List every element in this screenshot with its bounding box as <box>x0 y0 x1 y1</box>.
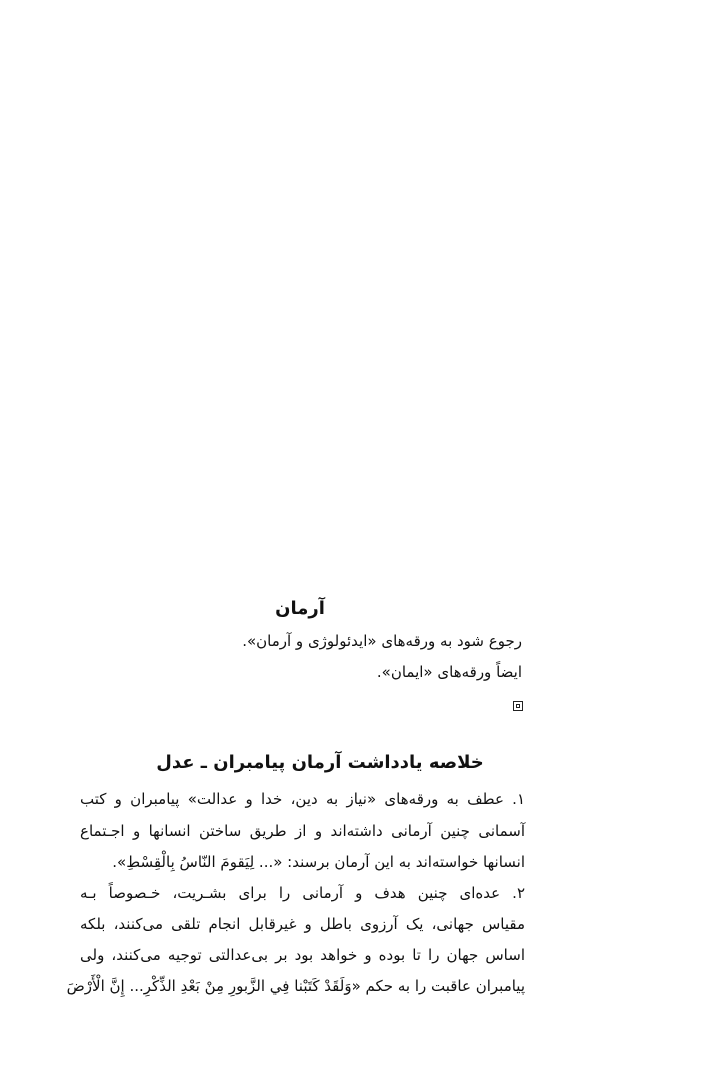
paragraph-line: ۲. عده‌ای چنین هدف و آرمانی را برای بشـریت، خـصوصاً بـه <box>80 884 525 902</box>
section-separator-icon <box>513 701 523 711</box>
section-heading: خلاصه یادداشت آرمان پیامبران ـ عدل <box>156 752 484 773</box>
paragraph-line: آسمانی چنین آرمانی داشته‌اند و از طریق ساختن انسانها و اجـتماع <box>80 822 525 840</box>
paragraph-line: مقیاس جهانی، یک آرزوی باطل و غیرقابل انجام تلقی می‌کنند، بلکه <box>80 915 525 933</box>
paragraph-line: انسانها خواسته‌اند به این آرمان برسند: «... لِيَقومَ النّاسُ بِالْقِسْطِ». <box>112 853 525 871</box>
entry-reference-line: رجوع شود به ورقه‌های «ایدئولوژی و آرمان». <box>242 632 522 650</box>
entry-heading: آرمان <box>275 598 325 619</box>
paragraph-line: پیامبران عاقبت را به حکم «وَلَقَدْ كَتَبْنا فِي الزَّبورِ مِنْ بَعْدِ الذِّكْرِ... إِنَّ الْأَرْضَ <box>66 977 525 995</box>
paragraph-line: ۱. عطف به ورقه‌های «نیاز به دین، خدا و عدالت» پیامبران و کتب <box>80 790 525 808</box>
paragraph-line: اساس جهان را تا بوده و خواهد بود بر بی‌عدالتی توجیه می‌کنند، ولی <box>80 946 525 964</box>
entry-reference-line: ایضاً ورقه‌های «ایمان». <box>376 663 522 681</box>
